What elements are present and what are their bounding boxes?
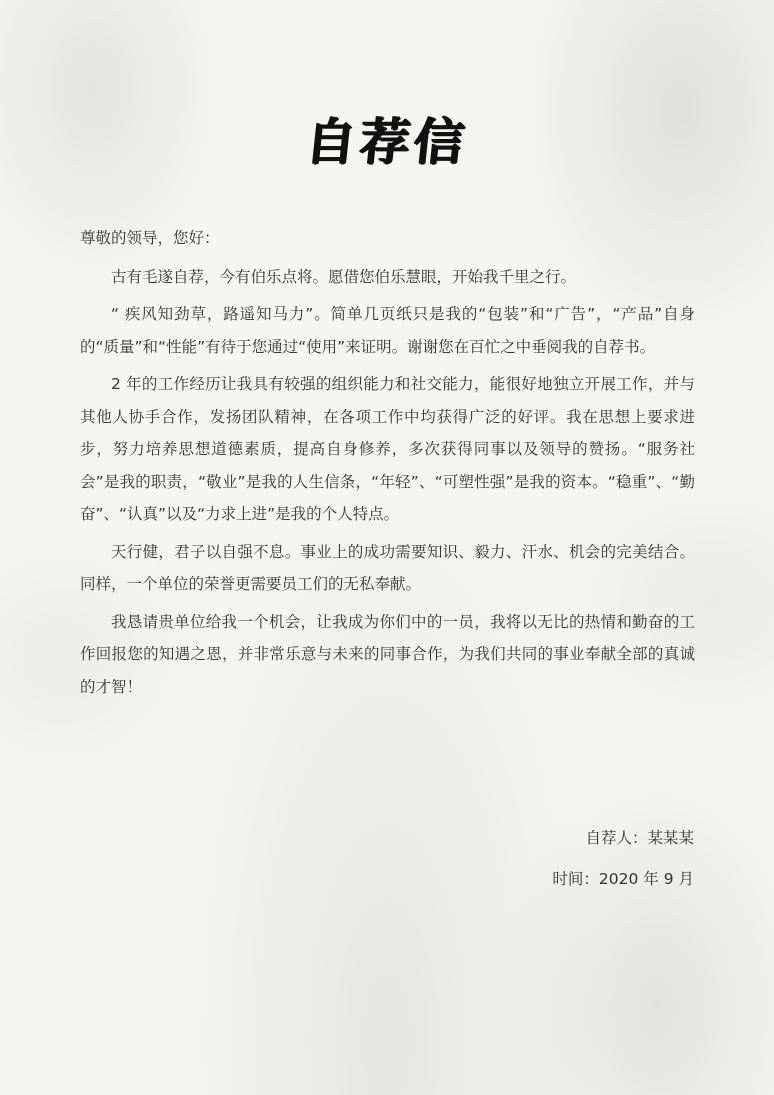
- signature-date: 时间：2020 年 9 月: [552, 870, 694, 888]
- salutation: 尊敬的领导，您好：: [80, 229, 220, 247]
- page-title: 自荐信: [302, 112, 472, 171]
- signature-name: 自荐人：某某某: [585, 829, 694, 847]
- paragraph-motto: 天行健，君子以自强不息。事业上的成功需要知识、毅力、汗水、机会的完美结合。同样，一个单位的荣誉更需要员工们的无私奉献。: [80, 542, 695, 593]
- paragraph-opening: 古有毛遂自荐，今有伯乐点将。愿借您伯乐慧眼，开始我千里之行。: [111, 267, 577, 286]
- paragraph-proverb: “ 疾风知劲草，路遥知马力”。简单几页纸只是我的“包装”和“广告”，“产品”自身的“质量”和“性能”有待于您通过“使用”来证明。谢谢您在百忙之中垂阅我的自荐书。: [80, 305, 695, 356]
- paragraph-request: 我恳请贵单位给我一个机会，让我成为你们中的一员，我将以无比的热情和勤奋的工作回报您的知遇之恩，并非常乐意与未来的同事合作，为我们共同的事业奉献全部的真诚的才智！: [80, 612, 695, 696]
- paragraph-experience: 2 年的工作经历让我具有较强的组织能力和社交能力，能很好地独立开展工作，并与其他人协手合作，发扬团队精神，在各项工作中均获得广泛的好评。我在思想上要求进步，努力培养思想道德素质，提高自身修养，多次获得同事以及领导的赞扬。“服务社会”是我的职责，“敬业”是我的人生信条，“年轻”、“可塑性强”是我的资本。“稳重”、“勤奋”、“认真”以及“力求上进”是我的个人特点。: [80, 375, 695, 523]
- letter-body: [80, 222, 695, 703]
